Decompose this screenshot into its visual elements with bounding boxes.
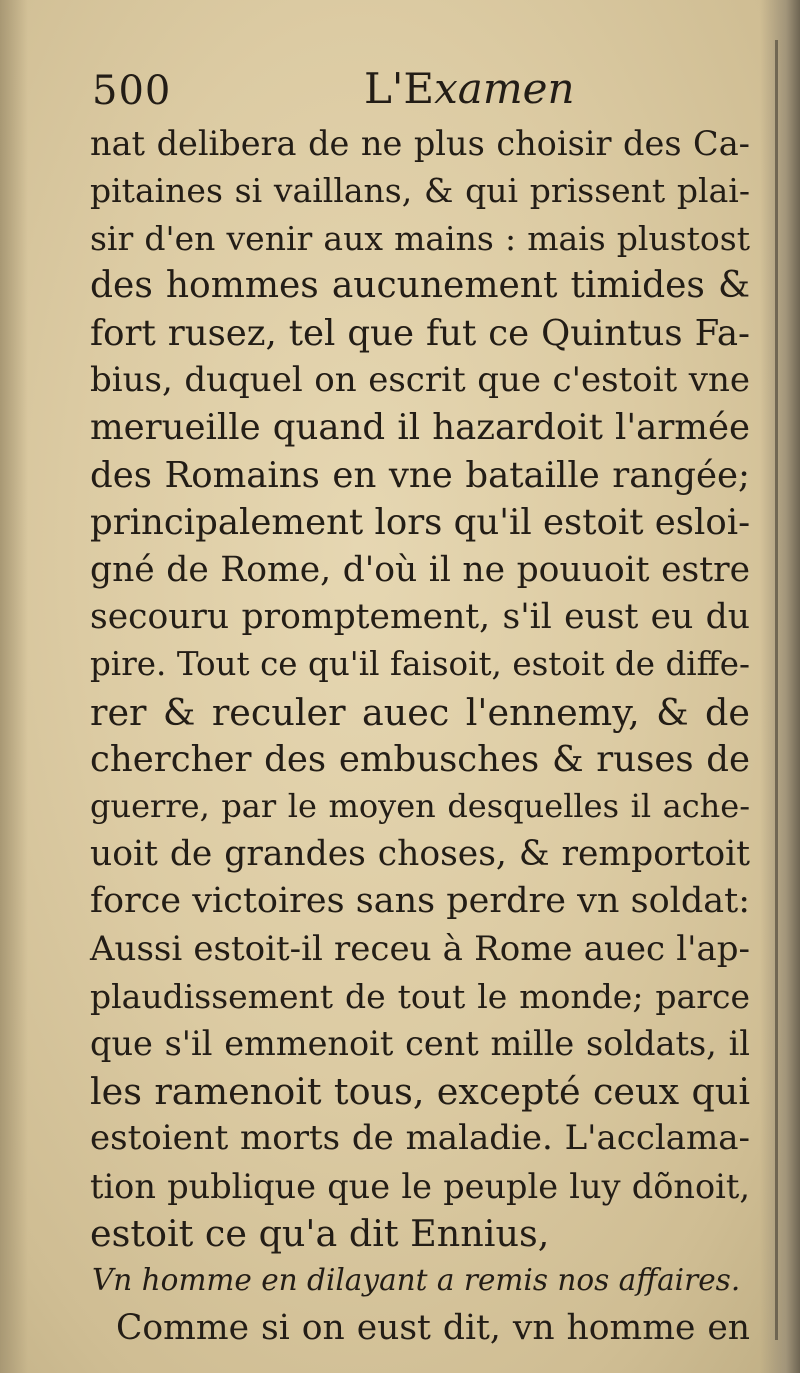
page-left-shadow — [0, 0, 28, 1373]
text-line: tion publique que le peuple luy dõnoit, — [90, 1166, 750, 1206]
text-line: les ramenoit tous, excepté ceux qui — [90, 1069, 750, 1113]
running-head — [364, 64, 575, 113]
text-line: pitaines si vaillans, & qui prissent plai- — [90, 171, 750, 211]
text-line: chercher des embusches & ruses de — [90, 739, 750, 781]
text-line: nat delibera de ne plus choisir des Ca- — [90, 124, 750, 163]
text-line: sir d'en venir aux mains : mais plustost — [90, 218, 750, 258]
text-line: merueille quand il hazardoit l'armée — [90, 407, 750, 449]
text-line: pire. Tout ce qu'il faisoit, estoit de diffe- — [90, 645, 750, 684]
text-line: plaudissement de tout le monde; parce — [90, 977, 750, 1017]
text-line: estoit ce qu'a dit Ennius, — [90, 1211, 550, 1255]
text-line: rer & reculer auec l'ennemy, & de — [90, 690, 750, 734]
body-text — [90, 120, 750, 1352]
text-line: estoient morts de maladie. L'acclama- — [90, 1118, 750, 1159]
text-line: uoit de grandes choses, & remportoit — [90, 833, 750, 874]
running-head-prefix: L'E — [364, 64, 435, 113]
page-header — [92, 62, 712, 114]
text-line: des Romains en vne bataille rangée; — [90, 454, 750, 496]
running-head-italic: xamen — [434, 64, 575, 113]
text-line: principalement lors qu'il estoit esloi- — [90, 502, 751, 544]
page-gutter-shadow — [760, 0, 800, 1373]
text-line-catchword: Comme si on eust dit, vn homme en — [116, 1307, 750, 1348]
text-line: fort rusez, tel que fut ce Quintus Fa- — [90, 312, 750, 354]
text-line: force victoires sans perdre vn soldat: — [90, 881, 750, 922]
binding-edge — [775, 40, 778, 1340]
text-line: que s'il emmenoit cent mille soldats, il — [90, 1024, 750, 1064]
text-line: secouru promptement, s'il eust eu du — [90, 596, 750, 637]
text-line: Aussi estoit-il receu à Rome auec l'ap- — [90, 928, 750, 969]
text-line: guerre, par le moyen desquelles il ache- — [90, 787, 750, 826]
text-line: gné de Rome, d'où il ne pouuoit estre — [90, 549, 750, 590]
text-line: des hommes aucunement timides & — [90, 265, 750, 307]
text-line: bius, duquel on escrit que c'estoit vne — [90, 359, 750, 400]
verse-quotation: Vn homme en dilayant a remis nos affaires. — [92, 1263, 741, 1298]
page-number: 500 — [92, 68, 172, 114]
